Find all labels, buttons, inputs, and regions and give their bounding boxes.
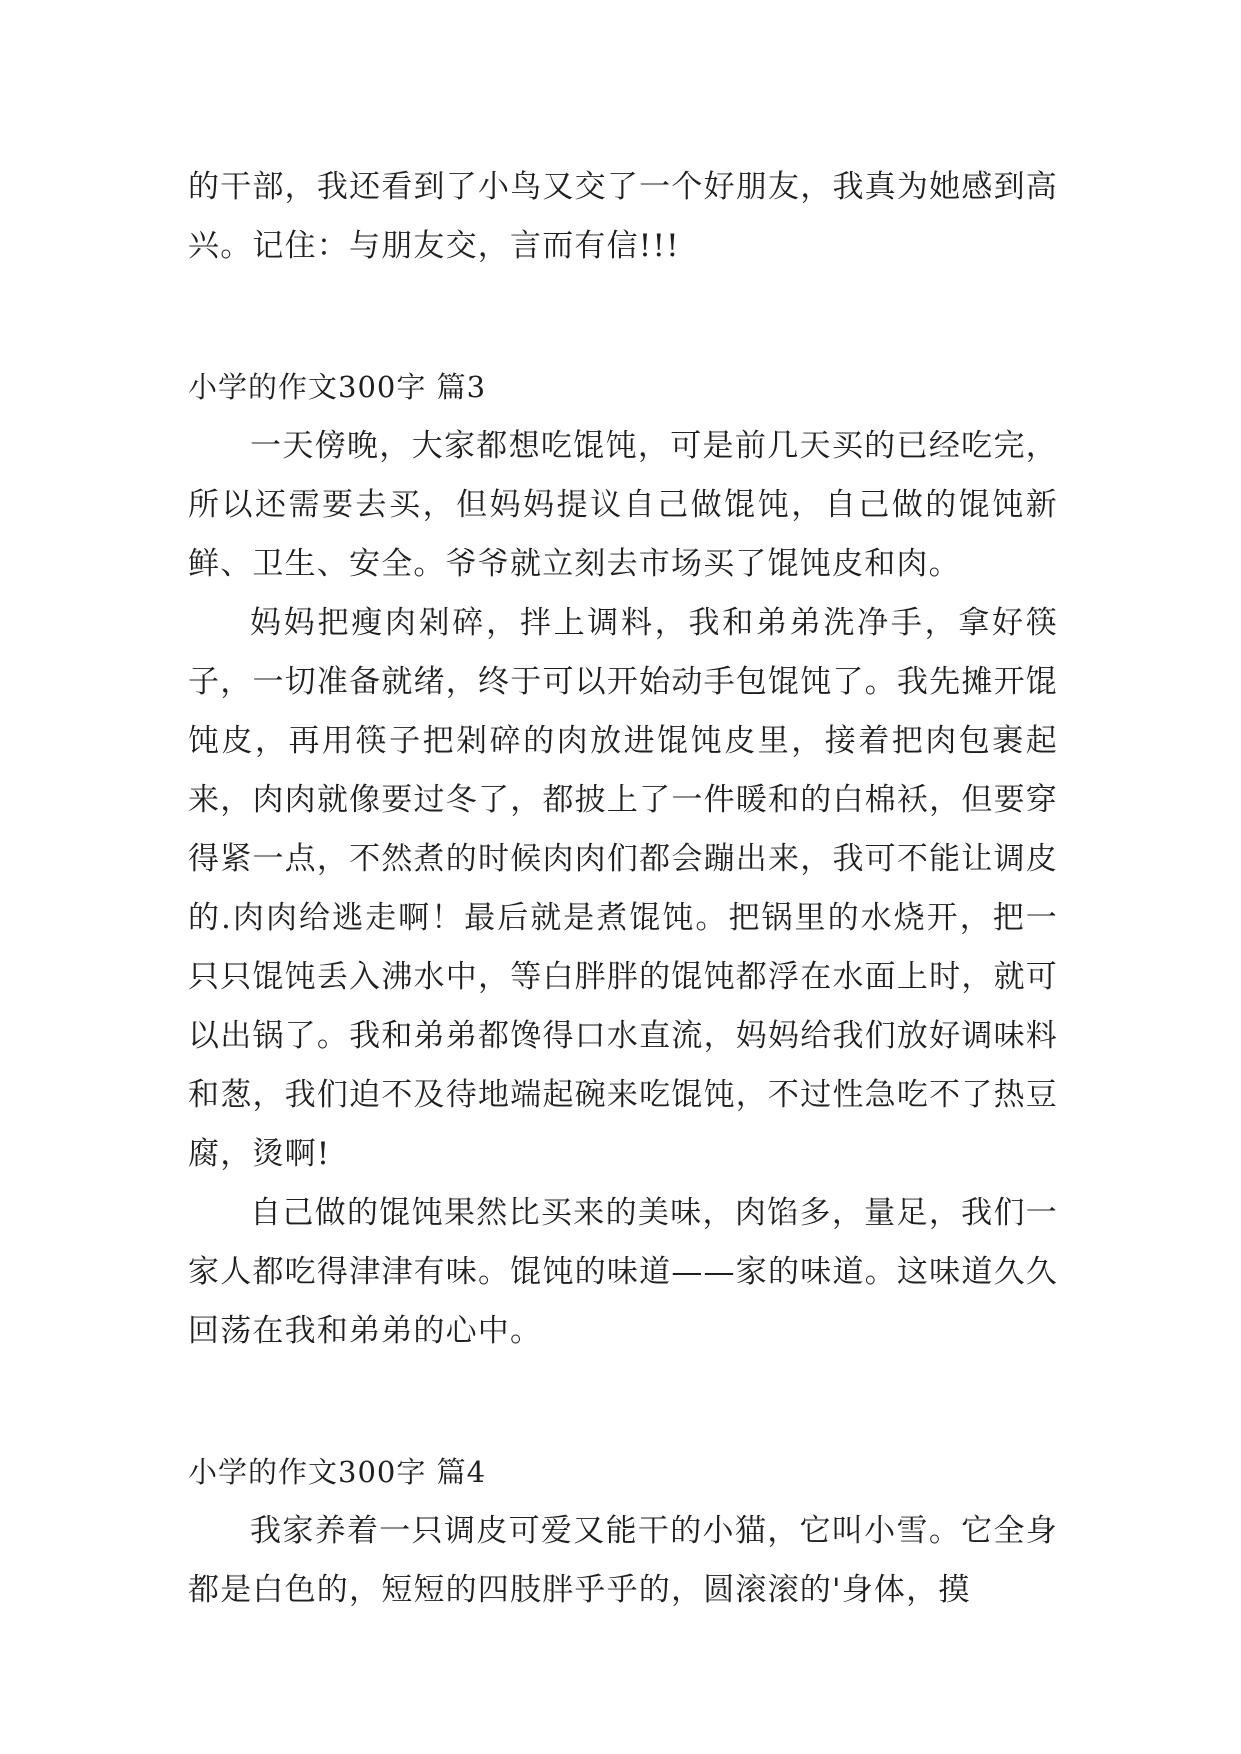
section-3-paragraph-2: 妈妈把瘦肉剁碎，拌上调料，我和弟弟洗净手，拿好筷子，一切准备就绪，终于可以开始动手包馄饨了。我先摊开馄饨皮，再用筷子把剁碎的肉放进馄饨皮里，接着把肉包裹起来，肉肉就像要过冬了，都披上了一件暖和的白棉袄，但要穿得紧一点，不然煮的时候肉肉们都会蹦出来，我可不能让调皮的.肉肉给逃走啊！最后就是煮馄饨。把锅里的水烧开，把一只只馄饨丢入沸水中，等白胖胖的馄饨都浮在水面上时，就可以出锅了。我和弟弟都馋得口水直流，妈妈给我们放好调味料和葱，我们迫不及待地端起碗来吃馄饨，不过性急吃不了热豆腐，烫啊! bbox=[188, 605, 1058, 1172]
section-spacer bbox=[188, 276, 1058, 358]
document-body bbox=[188, 158, 1058, 1620]
section-3-title: 小学的作文300字 篇3 bbox=[188, 370, 487, 404]
section-4-paragraph-1: 我家养着一只调皮可爱又能干的小猫，它叫小雪。它全身都是白色的，短短的四肢胖乎乎的，圆滚滚的'身体，摸 bbox=[188, 1513, 1058, 1608]
section-spacer bbox=[188, 1361, 1058, 1443]
section-4-title: 小学的作文300字 篇4 bbox=[188, 1455, 487, 1489]
section-3-paragraph-3: 自己做的馄饨果然比买来的美味，肉馅多，量足，我们一家人都吃得津津有味。馄饨的味道——家的味道。这味道久久回荡在我和弟弟的心中。 bbox=[188, 1195, 1058, 1349]
section-3-paragraph-1: 一天傍晚，大家都想吃馄饨，可是前几天买的已经吃完，所以还需要去买，但妈妈提议自己做馄饨，自己做的馄饨新鲜、卫生、安全。爷爷就立刻去市场买了馄饨皮和肉。 bbox=[188, 428, 1058, 582]
intro-paragraph: 的干部，我还看到了小鸟又交了一个好朋友，我真为她感到高兴。记住：与朋友交，言而有信!!! bbox=[188, 169, 1058, 264]
